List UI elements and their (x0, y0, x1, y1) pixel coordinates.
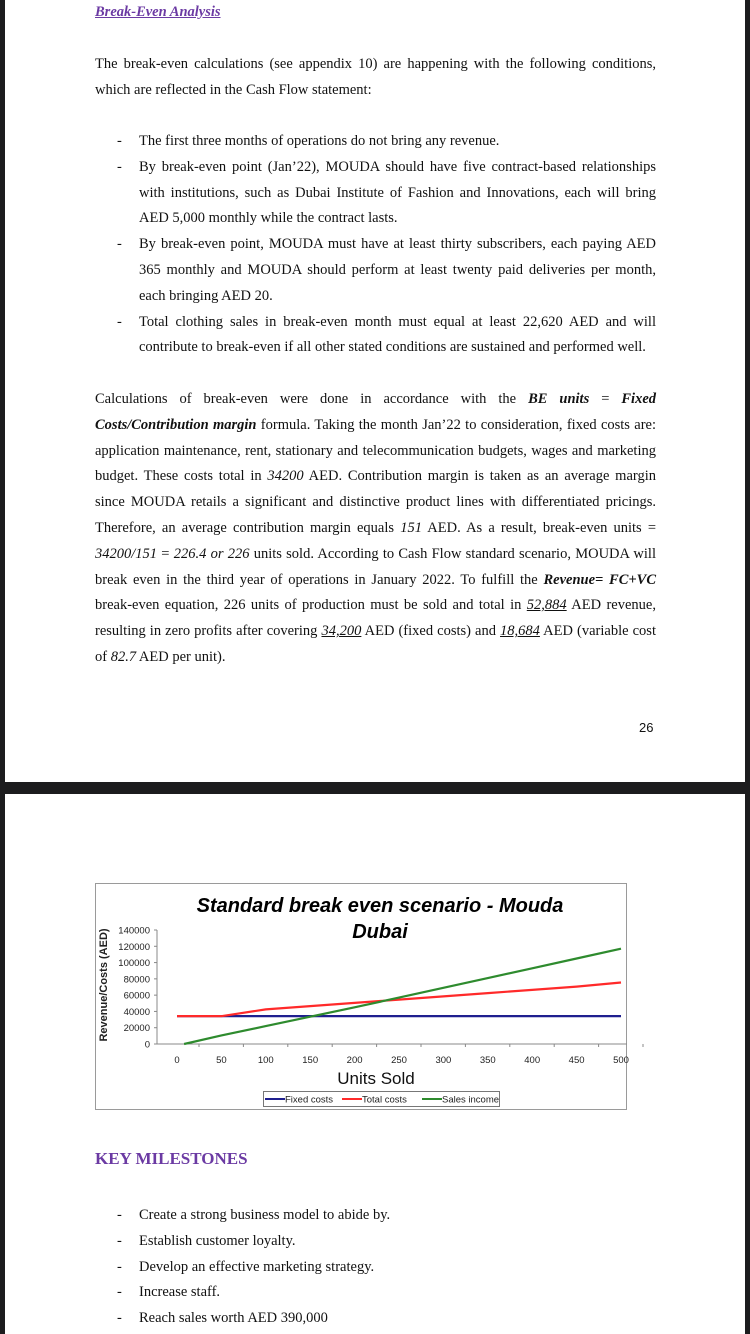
text-segment: AED revenue, resulting in zero profits after covering (95, 597, 656, 640)
bullet-dash: - (117, 1258, 122, 1275)
emphasis-text: 18,684 (500, 623, 540, 640)
x-tick-label: 250 (391, 1055, 407, 1066)
list-item-text: Develop an effective marketing strategy. (139, 1258, 375, 1275)
emphasis-text: 34200/151 (95, 545, 158, 562)
x-axis-label: Units Sold (337, 1069, 415, 1088)
text-segment: AED (variable cost of (95, 623, 656, 665)
bullet-dash: - (117, 1207, 122, 1223)
text-segment: = (589, 391, 622, 407)
x-tick-label: 300 (435, 1055, 452, 1066)
list-item-text: Establish customer loyalty. (139, 1232, 296, 1249)
list-item-text: The first three months of operations do not bring any revenue. (139, 133, 500, 149)
document-page-27 (5, 794, 745, 1334)
emphasis-text: 151 (400, 519, 422, 536)
text-segment: AED per unit). (136, 648, 226, 665)
emphasis-text: 226.4 or 226 (173, 545, 250, 562)
x-tick-label: 400 (524, 1055, 541, 1066)
break-even-chart (95, 883, 627, 1110)
x-tick-label: 50 (216, 1055, 227, 1066)
text-segment: AED. As a result, break-even units = (421, 519, 656, 536)
y-tick-label: 120000 (118, 941, 150, 953)
x-tick-label: 350 (479, 1055, 496, 1066)
text-segment: AED (fixed costs) and (361, 623, 501, 640)
x-tick-label: 100 (257, 1055, 274, 1066)
chart-title: Standard break even scenario - Mouda (196, 895, 564, 917)
x-tick-label: 150 (302, 1055, 319, 1066)
emphasis-text: 52,884 (526, 597, 567, 614)
y-tick-label: 80000 (123, 974, 150, 986)
emphasis-text: Revenue= FC+VC (543, 571, 656, 588)
emphasis-text: 82.7 (110, 648, 137, 665)
text-segment: units sold. According to Cash Flow standard scenario, MOUDA will break even in the third year of operations in January 2022. To fulfill the (95, 545, 656, 588)
conditions-list (95, 129, 656, 361)
list-item (95, 1280, 656, 1306)
x-tick-label: 450 (568, 1055, 585, 1066)
list-item (95, 310, 656, 362)
bullet-dash: - (117, 1284, 122, 1301)
list-item (95, 155, 656, 232)
bullet-dash: - (117, 133, 122, 149)
list-item-text: Reach sales worth AED 390,000 (139, 1310, 328, 1327)
key-milestones-heading: KEY MILESTONES (95, 1149, 248, 1168)
calculation-paragraph (95, 387, 656, 671)
document-page-26 (5, 0, 745, 782)
page-number: 26 (639, 720, 654, 735)
emphasis-text: BE units (528, 391, 590, 407)
bullet-dash: - (117, 1232, 122, 1249)
y-tick-label: 100000 (118, 958, 150, 970)
list-item-text: Create a strong business model to abide by. (139, 1207, 391, 1223)
text-segment: = (157, 545, 174, 562)
y-tick-label: 20000 (123, 1023, 150, 1035)
milestones-list (95, 1203, 656, 1332)
x-tick-label: 200 (346, 1055, 363, 1066)
list-item (95, 1255, 656, 1281)
list-item-text: By break-even point, MOUDA must have at least thirty subscribers, each paying AED 365 monthly and MOUDA should perform at least twenty paid deliveries per month, each bringing AED 20. (139, 236, 656, 304)
bullet-dash: - (117, 313, 122, 330)
y-tick-label: 0 (144, 1039, 150, 1051)
x-tick-label: 0 (174, 1055, 180, 1066)
emphasis-text: Fixed Costs/Contribution margin (95, 391, 657, 433)
text-segment: Calculations of break-even were done in accordance with the (95, 391, 529, 407)
list-item-text: By break-even point (Jan’22), MOUDA should have five contract-based relationships with institutions, such as Dubai Institute of Fashion and Innovations, each will bring AED 5,000 monthly while the contract lasts. (139, 158, 656, 227)
text-segment: break-even equation, 226 units of production must be sold and total in (95, 597, 527, 614)
text-segment: AED. Contribution margin is taken as an average margin since MOUDA retails a significant and distinctive product lines with differentiated pricings. Therefore, an average contribution margin equals (95, 468, 656, 536)
list-item-text: Increase staff. (139, 1284, 221, 1301)
list-item (95, 1229, 656, 1255)
intro-paragraph: The break-even calculations (see appendix 10) are happening with the following conditions, which are reflected in the Cash Flow statement: (95, 56, 656, 98)
section-heading-break-even: Break-Even Analysis (95, 4, 221, 20)
list-item (95, 1306, 656, 1332)
list-item (95, 129, 656, 155)
list-item-text: Total clothing sales in break-even month must equal at least 22,620 AED and will contribute to break-even if all other stated conditions are sustained and performed well. (139, 313, 656, 356)
text-segment: formula. Taking the month Jan’22 to consideration, fixed costs are: application maintenance, rent, stationary and telecommunication budgets, wages and marketing budget. These costs total in (95, 416, 656, 485)
emphasis-text: 34,200 (321, 623, 362, 640)
chart-title: Dubai (352, 921, 408, 943)
bullet-dash: - (117, 1310, 122, 1327)
y-tick-label: 40000 (123, 1006, 150, 1018)
legend-label: Total costs (362, 1094, 407, 1106)
y-tick-label: 60000 (123, 990, 150, 1002)
list-item (95, 232, 656, 309)
legend-label: Fixed costs (285, 1094, 334, 1106)
y-axis-label: Revenue/Costs (AED) (98, 928, 110, 1042)
emphasis-text: 34200 (267, 468, 304, 485)
x-tick-label: 500 (613, 1055, 629, 1066)
bullet-dash: - (117, 158, 122, 175)
legend-label: Sales income (442, 1094, 500, 1106)
bullet-dash: - (117, 236, 122, 253)
list-item (95, 1203, 656, 1229)
y-tick-label: 140000 (118, 925, 150, 937)
